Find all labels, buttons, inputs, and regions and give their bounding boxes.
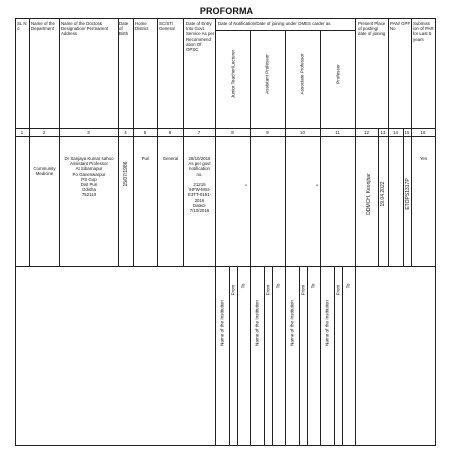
table-rule — [250, 266, 251, 445]
table-rule — [250, 30, 251, 266]
header-professor: Professor — [335, 64, 341, 84]
table-border-left — [15, 18, 16, 446]
column-number: 5 — [143, 130, 147, 135]
associate-professor-value: - — [316, 183, 318, 189]
table-border-top — [15, 18, 436, 19]
column-number: 8 — [231, 130, 234, 135]
table-border-bottom — [15, 445, 436, 446]
entry-line: 21215 — [193, 182, 206, 188]
junior-teacher-value: - — [245, 183, 247, 189]
entry-line: 7/10/2016 — [189, 208, 210, 214]
to-label: To — [310, 283, 316, 289]
doctor-details — [60, 156, 118, 198]
header-home-district: Home District — [135, 21, 149, 32]
table-rule — [403, 128, 404, 266]
column-number: 4 — [124, 130, 127, 135]
to-label: To — [240, 283, 246, 289]
column-number: 13 — [380, 130, 386, 135]
institution-label: Name of the Institution — [254, 300, 260, 346]
from-label: From — [300, 284, 306, 296]
column-number: 15 — [404, 130, 410, 135]
table-rule — [355, 266, 356, 445]
table-rule — [355, 18, 356, 266]
header-entry-date: Date of Entry Into Govt. Service As per Recommend ation Of OPSC — [186, 21, 215, 53]
doctor-line: 752110 — [81, 192, 97, 198]
entry-line: 28/10/2016 — [188, 156, 211, 161]
entry-details — [184, 156, 215, 213]
column-number: 14 — [393, 130, 398, 135]
header-sl-no: SL N o — [17, 21, 27, 32]
doctor-line: Odisha — [82, 187, 96, 193]
institution-label: Name of the Institution — [219, 300, 225, 346]
page-title: PROFORMA — [199, 6, 254, 16]
table-rule — [29, 18, 30, 266]
doctor-line: At Sibarnapur — [75, 166, 103, 172]
doctor-line: Assistant Professor — [70, 161, 108, 167]
table-rule — [388, 18, 389, 266]
doctor-line: Po Ganeswarpur — [72, 171, 106, 177]
table-rule — [320, 30, 321, 266]
to-label: To — [345, 283, 351, 289]
table-rule — [59, 18, 60, 266]
header-assistant-professor: Assistant Professor — [264, 54, 270, 94]
entry-line: no. — [196, 171, 203, 177]
column-number: 2 — [42, 130, 46, 135]
gpf-value: ETOPS1317P — [405, 178, 411, 210]
column-number: 10 — [300, 130, 305, 135]
table-rule — [237, 266, 238, 445]
header-dob: Date of Birth — [119, 21, 129, 37]
from-label: From — [265, 284, 271, 296]
from-label: From — [230, 284, 236, 296]
table-rule — [133, 18, 134, 266]
column-number: 3 — [87, 130, 90, 135]
column-number: 12 — [364, 130, 369, 135]
home-district-value: Puri — [141, 156, 150, 161]
table-rule — [342, 266, 343, 445]
header-submission: Submiss ion of PAR for Last 5 years — [413, 21, 434, 42]
institution-label: Name of the Institution — [324, 300, 330, 346]
to-label: To — [275, 283, 281, 289]
header-category: SC/ST/ General — [159, 21, 175, 32]
doctor-line: PS Gop — [81, 176, 97, 182]
header-pan: PAN/ GPF No — [390, 21, 411, 32]
department-value: Community Medicine — [33, 166, 56, 177]
entry-line: E3TT-0151- — [187, 192, 212, 198]
from-label: From — [335, 284, 341, 296]
header-department: Name of the Department — [31, 21, 55, 32]
table-rule — [320, 266, 321, 445]
column-number: 16 — [420, 130, 426, 135]
column-number: 6 — [168, 130, 172, 135]
submission-value: Yes — [419, 156, 428, 161]
table-rule — [378, 128, 379, 266]
table-rule — [285, 266, 286, 445]
dob-value: 15/07/1986 — [123, 161, 129, 187]
table-rule — [215, 266, 216, 445]
header-doctor: Name of the Doctor& Designation/ Permanent Address — [61, 21, 109, 37]
table-rule — [307, 266, 308, 445]
entry-line: As per govt — [188, 161, 211, 167]
table-rule — [15, 266, 436, 267]
entry-line: notification — [189, 166, 210, 172]
column-number: 1 — [20, 130, 24, 135]
institution-label: Name of the Institution — [289, 300, 295, 346]
table-rule — [15, 136, 436, 137]
proforma-table — [15, 18, 436, 446]
joining-date-value: 19.04.2022 — [380, 181, 386, 207]
present-place-value: DDMCH, Keonjhar — [366, 173, 372, 215]
table-rule — [118, 18, 119, 266]
table-rule — [15, 128, 436, 129]
entry-line: 2016 — [194, 197, 205, 203]
doctor-line: Dist Puri — [80, 182, 98, 188]
table-rule — [157, 18, 158, 266]
table-border-right — [435, 18, 436, 446]
table-rule — [215, 18, 216, 266]
doctor-line: Dr Sanjaya Kumar sahoo — [64, 156, 114, 161]
header-joining-group: Date of Notification/Date of joining under OMES carder as — [218, 21, 331, 26]
table-rule — [411, 18, 412, 266]
column-number: 9 — [266, 130, 269, 135]
header-present-place: Present Place of posting/ date of joining — [358, 21, 386, 37]
table-rule — [285, 30, 286, 266]
column-number: 11 — [335, 130, 340, 135]
header-junior-teacher: Junior Teacher/Lecturer — [230, 49, 236, 99]
entry-line: \HFW-MSI- — [188, 187, 211, 193]
column-number: 7 — [197, 130, 201, 135]
table-rule — [183, 18, 184, 266]
header-associate-professor: Associate Professor — [299, 53, 305, 95]
table-rule — [272, 266, 273, 445]
category-value: General — [162, 156, 179, 161]
entry-line: Dated- — [192, 202, 207, 208]
